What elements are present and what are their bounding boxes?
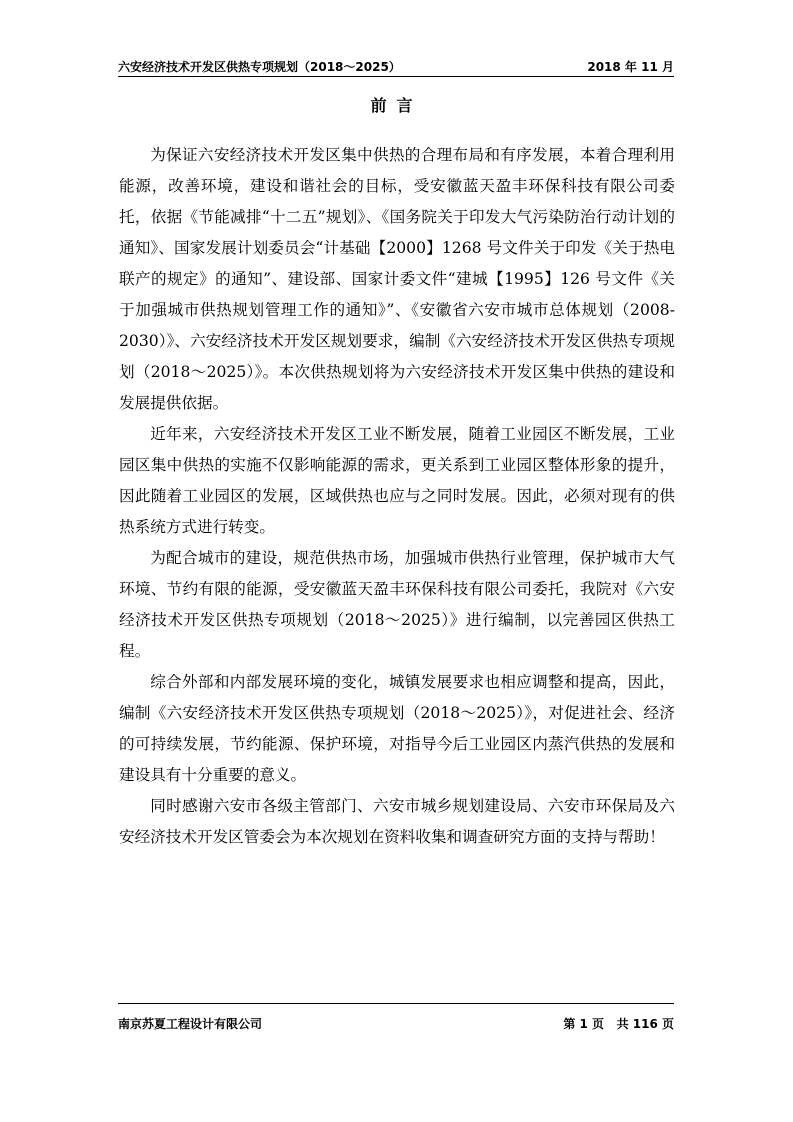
footer-company: 南京苏夏工程设计有限公司 <box>118 1017 263 1031</box>
paragraph-4: 综合外部和内部发展环境的变化，城镇发展要求也相应调整和提高，因此，编制《六安经济技术开发区供热专项规划（2018～2025）》，对促进社会、经济的可持续发展，节约能源、保护环境，对指导今后工业园区内蒸汽供热的发展和建设具有十分重要的意义。 <box>119 673 675 784</box>
footer-page-info <box>563 1015 674 1032</box>
page-header <box>118 54 674 77</box>
paragraph-5: 同时感谢六安市各级主管部门、六安市城乡规划建设局、六安市环保局及六安经济技术开发区管委会为本次规划在资料收集和调查研究方面的支持与帮助！ <box>119 797 675 846</box>
paragraph-2: 近年来，六安经济技术开发区工业不断发展，随着工业园区不断发展，工业园区集中供热的实施不仅影响能源的需求，更关系到工业园区整体形象的提升，因此随着工业园区的发展，区域供热也应与之同时发展。因此，必须对现有的供热系统方式进行转变。 <box>119 425 675 536</box>
paragraph-3: 为配合城市的建设，规范供热市场，加强城市供热行业管理，保护城市大气环境、节约有限的能源，受安徽蓝天盈丰环保科技有限公司委托，我院对《六安经济技术开发区供热专项规划（2018～2025）》进行编制，以完善园区供热工程。 <box>119 549 675 660</box>
footer-total-pages: 共 116 页 <box>616 1017 674 1031</box>
page-footer <box>118 1003 674 1031</box>
paragraph-1: 为保证六安经济技术开发区集中供热的合理布局和有序发展，本着合理利用能源，改善环境，建设和谐社会的目标，受安徽蓝天盈丰环保科技有限公司委托，依据《节能减排“十二五”规划》、《国务院关于印发大气污染防治行动计划的通知》、国家发展计划委员会“计基础【2000】1268 号文件关于印发《关于热电联产的规定》的通知”、建设部、国家计委文件“建城【1995】126 号文件《关于加强城市供热规划管理工作的通知》”、《安徽省六安市城市总体规划（2008-2030）》、六安经济技术开发区规划要求，编制《六安经济技术开发区供热专项规划（2018～2025）》。本次供热规划将为六安经济技术开发区集中供热的建设和发展提供依据。 <box>119 146 675 412</box>
footer-page-number: 第 1 页 <box>563 1017 605 1031</box>
header-date: 2018 年 11 月 <box>587 60 674 74</box>
body-text <box>119 140 675 853</box>
page-title: 前言 <box>370 96 423 115</box>
header-doc-title: 六安经济技术开发区供热专项规划（2018～2025） <box>118 60 401 74</box>
